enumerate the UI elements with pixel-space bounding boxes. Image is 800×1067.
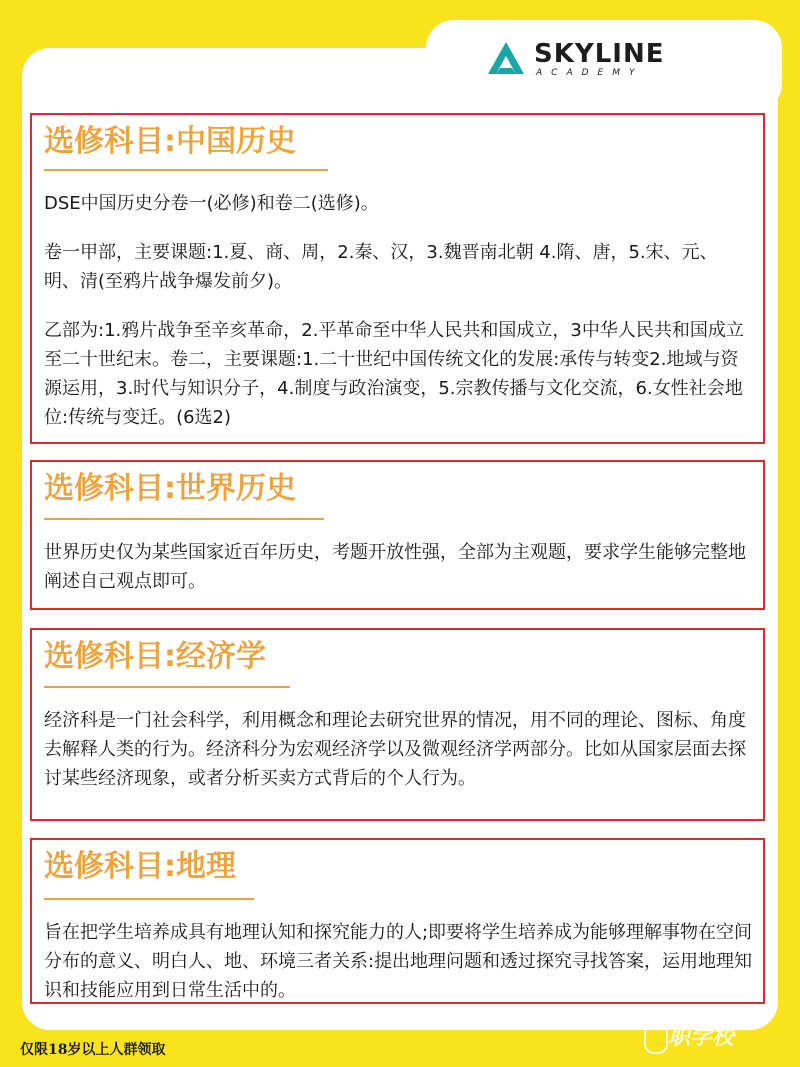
watermark-icon: [644, 1024, 668, 1054]
section-body: [44, 706, 753, 793]
section-chinese-history: [30, 113, 765, 444]
skyline-logo: [486, 40, 696, 80]
paragraph: DSE中国历史分卷一(必修)和卷二(选修)。: [44, 193, 379, 214]
logo-name: SKYLINE: [534, 39, 665, 69]
logo-subtitle: ACADEMY: [536, 68, 644, 78]
title-underline: [44, 898, 254, 900]
paragraph: 卷一甲部，主要课题:1.夏、商、周，2.秦、汉，3.魏晋南北朝 4.隋、唐，5.宋、元、明、清(至鸦片战争爆发前夕)。: [44, 242, 718, 292]
paragraph: 旨在把学生培养成具有地理认知和探究能力的人;即要将学生培养成为能够理解事物在空间分布的意义、明白人、地、环境三者关系:提出地理问题和透过探究寻找答案，运用地理知识和技能应用到日常生活中的。: [44, 922, 753, 1001]
section-title: 选修科目:世界历史: [44, 471, 296, 506]
section-body: [44, 918, 753, 1005]
footer-note: 仅限18岁以上人群领取: [20, 1042, 166, 1058]
title-underline: [44, 686, 290, 688]
section-title: 选修科目:地理: [44, 849, 236, 884]
skyline-mark-icon: [486, 40, 526, 78]
title-underline: [44, 169, 328, 171]
paragraph: 世界历史仅为某些国家近百年历史，考题开放性强，全部为主观题，要求学生能够完整地阐述自己观点即可。: [44, 542, 746, 592]
paragraph: 经济科是一门社会科学，利用概念和理论去研究世界的情况，用不同的理论、图标、角度去解释人类的行为。经济科分为宏观经济学以及微观经济学两部分。比如从国家层面去探讨某些经济现象，或者分析买卖方式背后的个人行为。: [44, 710, 746, 789]
watermark-text: 职学校: [668, 1025, 735, 1050]
section-economics: [30, 628, 765, 821]
section-body: [44, 538, 753, 596]
section-body: [44, 189, 753, 432]
section-world-history: [30, 460, 765, 610]
section-title: 选修科目:经济学: [44, 639, 266, 674]
section-geography: [30, 838, 765, 1004]
section-title: 选修科目:中国历史: [44, 124, 296, 159]
title-underline: [44, 518, 324, 520]
paragraph: 乙部为:1.鸦片战争至辛亥革命，2.平革命至中华人民共和国成立，3中华人民共和国成立至二十世纪末。卷二，主要课题:1.二十世纪中国传统文化的发展:承传与转变2.地域与资源运用，3.时代与知识分子，4.制度与政治演变，5.宗教传播与文化交流，6.女性社会地位:传统与变迁。(6选2): [44, 320, 744, 428]
